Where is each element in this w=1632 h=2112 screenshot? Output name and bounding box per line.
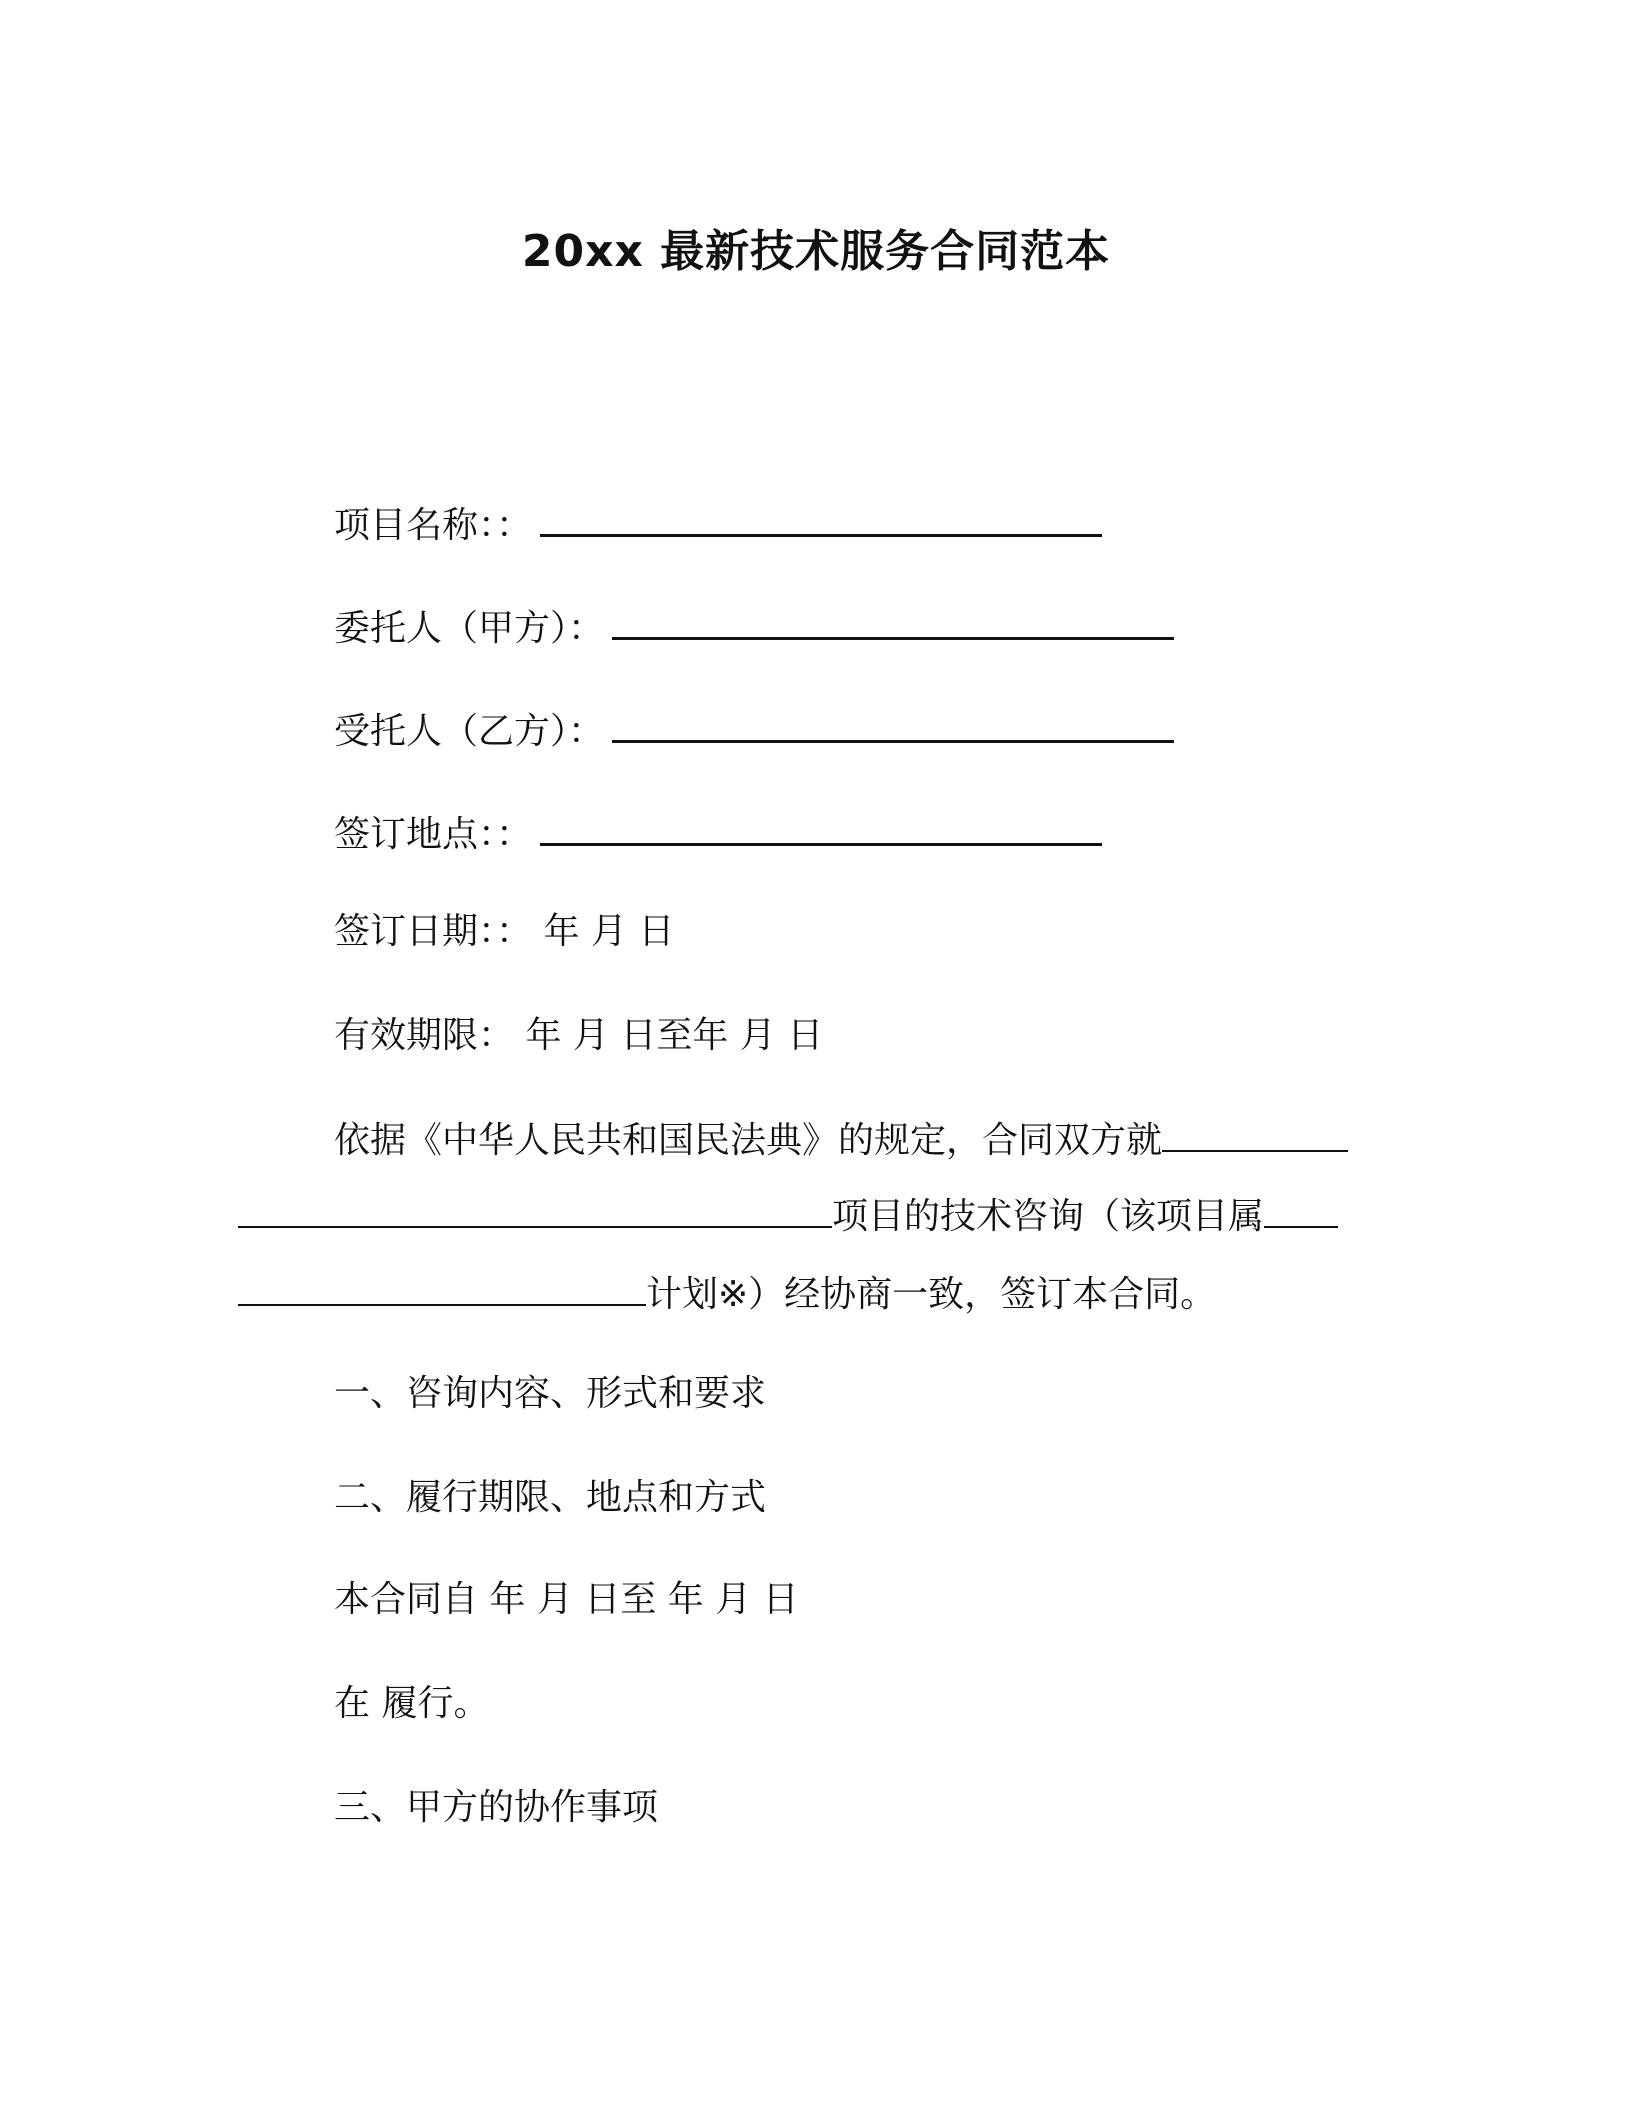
field-label: 签订地点：： [334, 814, 533, 855]
fill-in-blank [1162, 1116, 1348, 1152]
field-label: 有效期限： 年 月 日至年 月 日 [334, 1015, 824, 1056]
term-line: 本合同自 年 月 日至 年 月 日 [334, 1579, 799, 1620]
section-heading-1: 一、咨询内容、形式和要求 [334, 1373, 767, 1414]
field-validity-period [334, 1012, 823, 1060]
fill-in-blank [540, 504, 1102, 537]
place-line: 在 履行。 [334, 1683, 490, 1724]
field-label: 项目名称：： [334, 505, 533, 546]
field-label: 委托人（甲方）： [334, 608, 605, 649]
intro-line-2 [238, 1192, 1338, 1241]
intro-text: 依据《中华人民共和国民法典》的规定，合同双方就 [334, 1120, 1163, 1161]
fill-in-blank [612, 607, 1174, 640]
fill-in-blank [1264, 1192, 1338, 1228]
field-party-a [334, 605, 1174, 653]
intro-line-1 [334, 1116, 1348, 1165]
field-label: 受托人（乙方）： [334, 711, 605, 752]
field-signing-place [334, 811, 1102, 859]
fill-in-blank [612, 710, 1174, 743]
fill-in-blank [238, 1192, 832, 1228]
intro-text: 项目的技术咨询（该项目属 [832, 1196, 1265, 1237]
section-heading-3: 三、甲方的协作事项 [334, 1787, 659, 1828]
section-heading-2: 二、履行期限、地点和方式 [334, 1477, 767, 1518]
intro-text: 计划※）经协商一致，签订本合同。 [646, 1274, 1217, 1315]
fill-in-blank [238, 1270, 646, 1306]
fill-in-blank [540, 813, 1102, 846]
field-signing-date [334, 908, 674, 956]
field-project-name [334, 502, 1102, 550]
field-party-b [334, 708, 1174, 756]
document-title: 20xx 最新技术服务合同范本 [521, 226, 1111, 277]
field-label: 签订日期：： 年 月 日 [334, 911, 675, 952]
intro-line-3 [238, 1270, 1216, 1319]
